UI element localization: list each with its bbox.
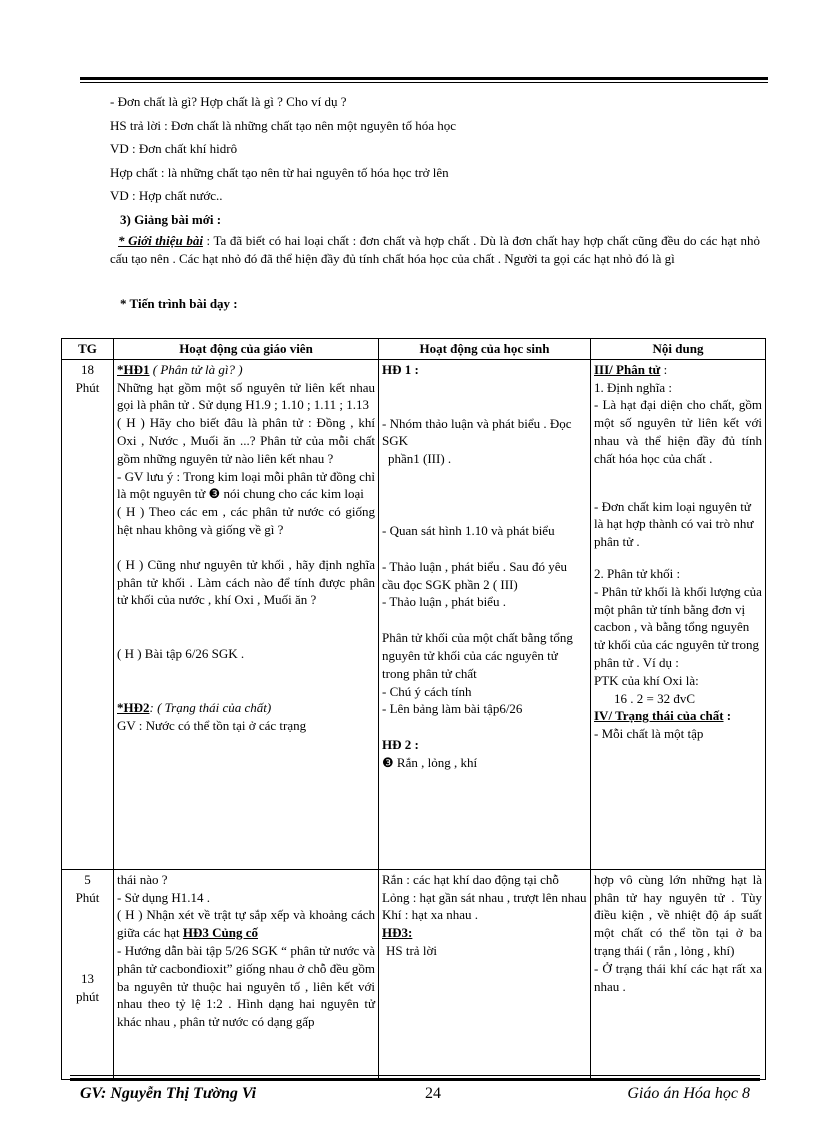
time-unit: Phút [75, 379, 100, 395]
content-line: - Đơn chất kim loại nguyên tử là hạt hợp thành có vai trò như phân tử . [594, 498, 754, 550]
time-cell [62, 359, 114, 869]
content-line: - Phân tử khối là khối lượng của một phân tử tính bằng đơn vị cacbon , và bằng tổng nguyên tử khối của các nguyên tử trong phân tử . Ví dụ : [594, 583, 762, 670]
compound-definition: Hợp chất : là những chất tạo nên từ hai nguyên tố hóa học trở lên [110, 164, 449, 180]
example-2: VD : Hợp chất nước.. [110, 188, 223, 203]
teacher-line: ( H ) Hãy cho biết đâu là phân tử : Đồng , khí Oxi , Nước , Muối ăn ...? Phân tử của mỗi chất gồm những nguyên tử nào liên kết nhau ? [117, 415, 375, 466]
section3-suffix: : [660, 361, 668, 377]
student-hd2: HĐ 2 : [382, 737, 419, 753]
content-line: 1. Định nghĩa : [594, 379, 672, 395]
student-line: - Chú ý cách tính [382, 683, 472, 699]
progress-heading: * Tiến trình bài dạy : [120, 296, 238, 311]
hd1-label: *HĐ1 [117, 361, 150, 377]
content-line: - Là hạt đại diện cho chất, gồm một số nguyên tử liên kết với nhau và thể hiện đầy đủ tính chất hóa học của chất . [594, 397, 762, 466]
teacher-line: - GV lưu ý : Trong kim loại mỗi phân tử đồng chỉ là một nguyên tử ❸ nói chung cho các kim loại [117, 468, 375, 502]
section4-title: IV/ Trạng thái của chất [594, 708, 724, 724]
time-unit: Phút [75, 889, 100, 905]
content-line: - Ở trạng thái khí các hạt rất xa nhau . [594, 960, 762, 994]
teacher-activity-cell [114, 359, 379, 869]
table-row [62, 359, 766, 869]
student-line: HS trả lời [386, 942, 437, 958]
header-tg: TG [62, 339, 114, 360]
section4-suffix: : [723, 708, 732, 724]
student-answer: HS trả lời : Đơn chất là những chất tạo nên một nguyên tố hóa học [110, 117, 457, 133]
example-1: VD : Đơn chất khí hidrô [110, 141, 238, 156]
student-line: Rắn : các hạt khí dao động tại chỗ [382, 871, 559, 887]
student-line: Khí : hạt xa nhau . [382, 907, 479, 923]
student-line: - Nhóm thảo luận và phát biểu . Đọc SGK [382, 415, 572, 449]
footer-rule [70, 1075, 760, 1081]
lesson-table [61, 338, 766, 1080]
header-rule [80, 77, 768, 83]
hd3-label: HĐ3 Củng cố [182, 925, 258, 941]
teacher-activity-cell [114, 869, 379, 1079]
teacher-line: ( H ) Bài tập 6/26 SGK . [117, 646, 245, 662]
teacher-line: Những hạt gồm một số nguyên tử liên kết nhau gọi là phân tử . Sử dụng H1.9 ; 1.10 ; 1.11 ; 1.13 [117, 379, 375, 413]
teacher-name: GV: Nguyễn Thị Tường Vi [80, 1085, 257, 1102]
teacher-line: thái nào ? [117, 871, 168, 887]
student-line: - Quan sát hình 1.10 và phát biểu [382, 522, 555, 538]
time-value: 5 [84, 871, 91, 887]
hd2-subtitle: : ( Trạng thái của chất) [149, 699, 272, 715]
teacher-line: ( H ) Nhận xét về trật tự sắp xếp và khoảng cách giữa các hạt [117, 907, 375, 941]
time-value: 18 [81, 361, 94, 377]
content-line: 2. Phân tử khối : [594, 565, 681, 581]
student-hd1: HĐ 1 : [382, 361, 419, 377]
content-cell [591, 359, 766, 869]
student-line: Lỏng : hạt gần sát nhau , trượt lên nhau [382, 889, 587, 905]
student-line: phần1 (III) . [388, 451, 452, 467]
student-hd3: HĐ3: [382, 925, 413, 941]
student-line: - Thảo luận , phát biểu . Sau đó yêu cầu đọc SGK phần 2 ( III) [382, 558, 567, 592]
time-value: 13 [81, 971, 94, 987]
new-lesson-heading: 3) Giảng bài mới : [120, 211, 222, 227]
content-line: hợp vô cùng lớn những hạt là phân tử hay nguyên tử . Tùy điều kiện , về nhiệt độ áp suất một chất có thể tồn tại ở ba trạng thái ( rắn , lỏng , khí) [594, 871, 762, 958]
student-activity-cell [379, 869, 591, 1079]
table-header-row [62, 339, 766, 360]
content-line: PTK của khí Oxi là: [594, 672, 699, 688]
student-activity-cell [379, 359, 591, 869]
teacher-line: ( H ) Cũng như nguyên tử khối , hãy định nghĩa phân tử khối . Làm cách nào để tính được phân tử khối của nước , khí Oxi , Muối ăn ? [117, 556, 375, 608]
content-line: 16 . 2 = 32 đvC [614, 690, 696, 706]
header-student: Hoạt động của học sinh [379, 339, 591, 360]
teacher-line: GV : Nước có thể tồn tại ở các trạng [117, 717, 307, 733]
page-number: 24 [425, 1085, 441, 1102]
student-line: Phân tử khối của một chất bằng tổng nguyên tử khối của các nguyên tử trong phân tử chất [382, 630, 573, 681]
intro-text: : Ta đã biết có hai loại chất : đơn chất và hợp chất . Dù là đơn chất hay hợp chất cũng đều do các hạt nhỏ cấu tạo nên . Các hạt nhỏ đó đã thể hiện đầy đủ tính chất hóa học của chất . Người ta gọi các hạt nhỏ đó là gì [110, 233, 760, 266]
footer [70, 1075, 760, 1115]
time-unit: phút [75, 989, 100, 1005]
hd1-subtitle: ( Phân tử là gì? ) [149, 361, 243, 377]
hd2-label: *HĐ2 [117, 699, 150, 715]
student-line: - Lên bảng làm bài tập6/26 [382, 701, 523, 717]
time-cell [62, 869, 114, 1079]
header-teacher: Hoạt động của giáo viên [114, 339, 379, 360]
teacher-line: - Sử dụng H1.14 . [117, 889, 210, 905]
header-content: Nội dung [591, 339, 766, 360]
review-question: - Đơn chất là gì? Hợp chất là gì ? Cho ví dụ ? [110, 94, 347, 109]
section3-title: III/ Phân tử [594, 361, 661, 377]
content-line: - Mỗi chất là một tập [594, 726, 704, 742]
review-section [110, 90, 760, 231]
student-line: - Thảo luận , phát biểu . [382, 594, 506, 610]
lesson-introduction [110, 232, 760, 268]
teacher-line: - Hướng dẫn bài tập 5/26 SGK “ phân tử nước và phân tử cacbonđioxit” giống nhau ở chỗ đều gồm ba nguyên tử thuộc hai nguyên tố , liên kết với nhau theo tỷ lệ 1:2 . Hình dạng hai nguyên tử khác nhau , phân tử nước có dạng gấp [117, 942, 375, 1030]
intro-label: * Giới thiệu bài [118, 233, 203, 248]
table-row [62, 869, 766, 1079]
course-title: Giáo án Hóa học 8 [627, 1085, 750, 1102]
content-cell [591, 869, 766, 1079]
teacher-line: ( H ) Theo các em , các phân tử nước có giống hệt nhau không và giống về gì ? [117, 504, 375, 537]
student-line: ❸ Rắn , lỏng , khí [382, 754, 478, 770]
